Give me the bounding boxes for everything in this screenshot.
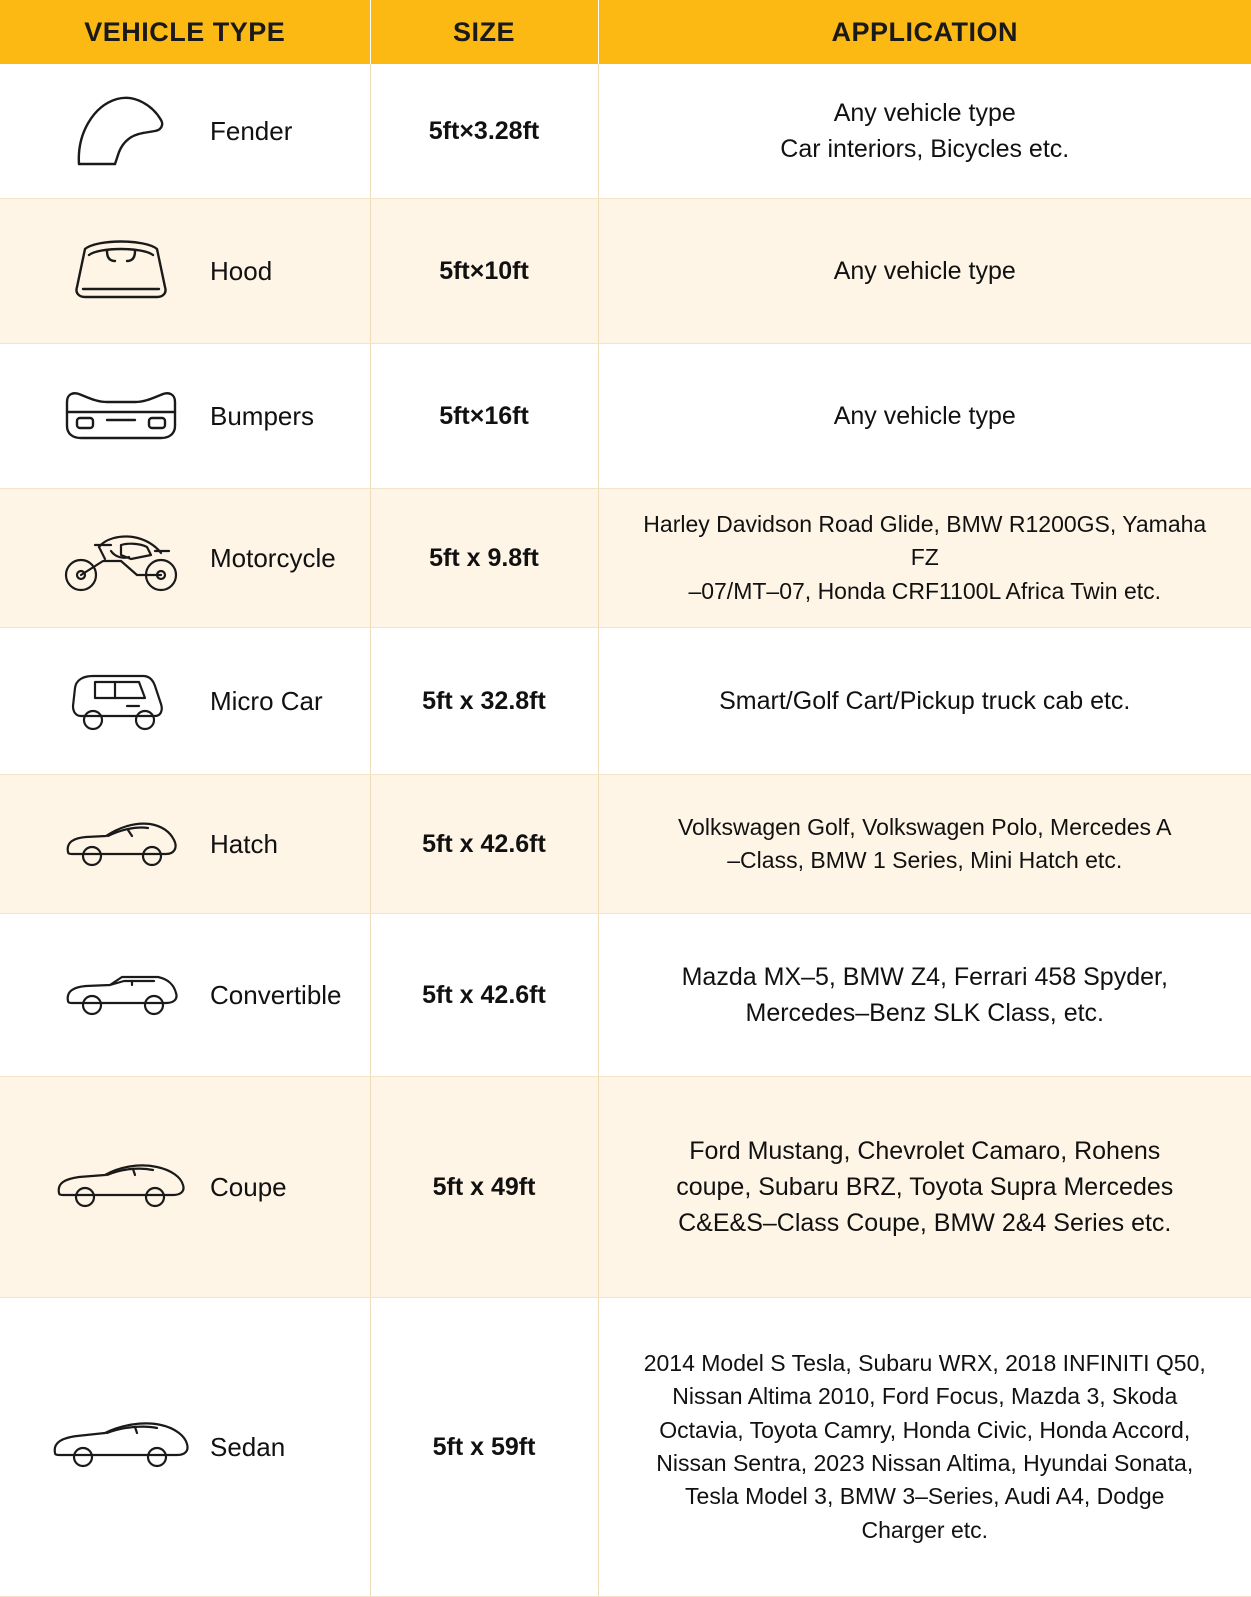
vehicle-type-cell [0,344,370,489]
column-header-size: SIZE [370,0,598,64]
vehicle-type-label: Sedan [210,1431,286,1462]
application-line: Smart/Golf Cart/Pickup truck cab etc. [719,686,1131,715]
vehicle-type-cell [0,199,370,344]
convertible-icon [56,952,186,1038]
vehicle-type-cell [0,489,370,628]
table-body [0,64,1251,1597]
application-line: Harley Davidson Road Glide, BMW R1200GS, Yamaha FZ [643,510,1207,571]
hatch-icon [56,801,186,887]
micro-car-icon [56,658,186,744]
application-line: –07/MT–07, Honda CRF1100L Africa Twin etc. [688,577,1162,604]
vehicle-type-cell [0,775,370,914]
vehicle-type-label: Micro Car [210,685,323,716]
application-cell [598,489,1251,628]
vehicle-type-cell [0,914,370,1077]
column-header-vehicle-type: VEHICLE TYPE [0,0,370,64]
fender-icon [56,88,186,174]
table-header [0,0,1251,64]
size-cell: 5ft x 42.6ft [370,914,598,1077]
vehicle-type-label: Coupe [210,1171,287,1202]
table-row [0,1298,1251,1597]
column-header-application: APPLICATION [598,0,1251,64]
table-row [0,199,1251,344]
application-cell [598,1077,1251,1298]
size-cell: 5ft x 42.6ft [370,775,598,914]
size-cell: 5ft x 9.8ft [370,489,598,628]
vehicle-type-label: Motorcycle [210,542,336,573]
vehicle-type-cell [0,628,370,775]
application-cell [598,914,1251,1077]
application-line: Ford Mustang, Chevrolet Camaro, Rohens [689,1136,1161,1165]
application-line: Mercedes–Benz SLK Class, etc. [745,999,1104,1027]
table-row [0,914,1251,1077]
application-line: 2014 Model S Tesla, Subaru WRX, 2018 INFINITI Q50, [643,1349,1206,1376]
application-line: Any vehicle type [833,98,1016,127]
application-line: Tesla Model 3, BMW 3–Series, Audi A4, Dodge [685,1483,1165,1510]
vehicle-type-label: Hood [210,255,273,286]
vehicle-type-label: Hatch [210,828,278,859]
application-cell [598,1298,1251,1597]
table-row [0,64,1251,199]
application-line: Octavia, Toyota Camry, Honda Civic, Honda Accord, [659,1416,1191,1443]
application-cell [598,199,1251,344]
bumper-icon [56,373,186,459]
vehicle-type-label: Fender [210,115,293,146]
application-cell [598,344,1251,489]
table-row [0,628,1251,775]
application-line: Any vehicle type [833,256,1016,285]
table-row [0,775,1251,914]
application-line: Car interiors, Bicycles etc. [780,135,1070,163]
sedan-icon [56,1404,186,1490]
size-cell: 5ft×16ft [370,344,598,489]
size-cell: 5ft x 32.8ft [370,628,598,775]
application-line: Nissan Sentra, 2023 Nissan Altima, Hyundai Sonata, [656,1450,1194,1476]
size-cell: 5ft×10ft [370,199,598,344]
application-cell [598,775,1251,914]
coupe-icon [56,1144,186,1230]
application-line: Mazda MX–5, BMW Z4, Ferrari 458 Spyder, [681,962,1168,991]
hood-icon [56,228,186,314]
size-cell: 5ft x 49ft [370,1077,598,1298]
application-cell [598,628,1251,775]
table-row [0,489,1251,628]
application-line: Charger etc. [861,1516,989,1543]
vehicle-type-cell [0,1077,370,1298]
application-line: coupe, Subaru BRZ, Toyota Supra Mercedes [676,1172,1174,1201]
size-cell: 5ft×3.28ft [370,64,598,199]
application-line: Any vehicle type [833,401,1016,430]
table-row [0,1077,1251,1298]
application-line: C&E&S–Class Coupe, BMW 2&4 Series etc. [678,1209,1172,1238]
application-line: Volkswagen Golf, Volkswagen Polo, Mercedes A [677,813,1172,840]
vehicle-type-cell [0,64,370,199]
vehicle-type-label: Bumpers [210,400,315,431]
application-line: Nissan Altima 2010, Ford Focus, Mazda 3, Skoda [672,1383,1178,1410]
application-line: –Class, BMW 1 Series, Mini Hatch etc. [727,847,1123,873]
vehicle-type-label: Convertible [210,979,342,1010]
application-cell [598,64,1251,199]
vehicle-type-cell [0,1298,370,1597]
table-row [0,344,1251,489]
motorcycle-icon [56,515,186,601]
size-cell: 5ft x 59ft [370,1298,598,1597]
